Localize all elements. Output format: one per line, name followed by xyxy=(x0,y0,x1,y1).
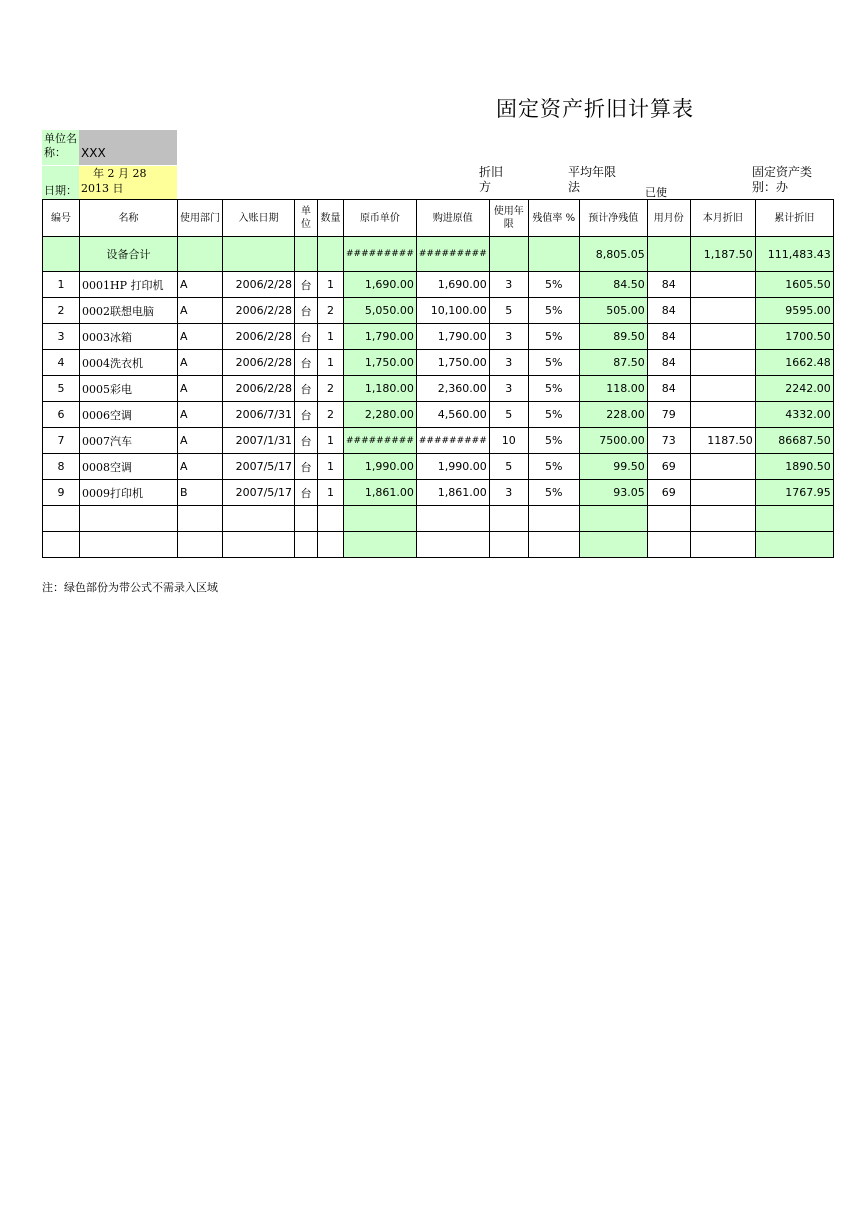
cell[interactable] xyxy=(295,237,318,272)
cell-value[interactable]: 4,560.00 xyxy=(416,402,489,428)
cell-no[interactable]: 5 xyxy=(43,376,80,402)
table-row xyxy=(43,350,834,376)
cell-accum[interactable]: 4332.00 xyxy=(755,402,833,428)
empty-cell[interactable] xyxy=(223,506,295,532)
header-cell: 入账日期 xyxy=(223,200,295,237)
cell-month-depr[interactable] xyxy=(690,454,755,480)
cell[interactable] xyxy=(489,237,528,272)
cell-price[interactable]: 5,050.00 xyxy=(344,298,417,324)
summary-month-depr[interactable]: 1,187.50 xyxy=(690,237,755,272)
cell-years[interactable]: 3 xyxy=(489,324,528,350)
cell-months[interactable]: 84 xyxy=(647,272,690,298)
cell-years[interactable]: 3 xyxy=(489,350,528,376)
cell-rate[interactable]: 5% xyxy=(528,298,579,324)
cell-months[interactable]: 73 xyxy=(647,428,690,454)
cell-name[interactable]: 0006空调 xyxy=(80,402,178,428)
cell-qty[interactable]: 2 xyxy=(318,402,344,428)
empty-cell[interactable] xyxy=(647,506,690,532)
empty-cell[interactable] xyxy=(647,532,690,558)
header-cell: 使用部门 xyxy=(178,200,223,237)
cell[interactable] xyxy=(647,237,690,272)
empty-cell[interactable] xyxy=(318,532,344,558)
cell-unit[interactable]: 台 xyxy=(295,428,318,454)
empty-cell[interactable] xyxy=(43,532,80,558)
cell-value[interactable]: 1,990.00 xyxy=(416,454,489,480)
cell-dept[interactable]: A xyxy=(178,298,223,324)
cell-month-depr[interactable] xyxy=(690,350,755,376)
cell-no[interactable]: 3 xyxy=(43,324,80,350)
cell[interactable] xyxy=(318,237,344,272)
cell-qty[interactable]: 1 xyxy=(318,428,344,454)
cell-unit[interactable]: 台 xyxy=(295,350,318,376)
empty-cell[interactable] xyxy=(223,532,295,558)
table-row xyxy=(43,376,834,402)
cell-dept[interactable]: A xyxy=(178,324,223,350)
date-value: 年 2 月 28 2013 日 xyxy=(81,167,147,195)
cell-name[interactable]: 0009打印机 xyxy=(80,480,178,506)
depreciation-table xyxy=(42,199,834,558)
header-cell: 购进原值 xyxy=(416,200,489,237)
header-cell: 使用年限 xyxy=(489,200,528,237)
header-cell: 残值率 % xyxy=(528,200,579,237)
cell-accum[interactable]: 1890.50 xyxy=(755,454,833,480)
cell-price[interactable]: 1,690.00 xyxy=(344,272,417,298)
cell-qty[interactable]: 1 xyxy=(318,324,344,350)
cell-unit[interactable]: 台 xyxy=(295,376,318,402)
cell-accum[interactable]: 1700.50 xyxy=(755,324,833,350)
cell-residual[interactable]: 118.00 xyxy=(579,376,647,402)
header-cell: 本月折旧 xyxy=(690,200,755,237)
cell-residual[interactable]: 99.50 xyxy=(579,454,647,480)
header-cell: 预计净残值 xyxy=(579,200,647,237)
cell-unit[interactable]: 台 xyxy=(295,402,318,428)
empty-cell[interactable] xyxy=(43,506,80,532)
empty-cell[interactable] xyxy=(489,506,528,532)
cell-dept[interactable]: A xyxy=(178,454,223,480)
cell-no[interactable]: 6 xyxy=(43,402,80,428)
cell-no[interactable]: 4 xyxy=(43,350,80,376)
summary-original-value[interactable]: ######### xyxy=(416,237,489,272)
cell-unit[interactable]: 台 xyxy=(295,454,318,480)
asset-category: 固定资产类别：办 xyxy=(752,165,813,194)
cell-months[interactable]: 84 xyxy=(647,324,690,350)
table-row xyxy=(43,454,834,480)
cell-unit[interactable]: 台 xyxy=(295,272,318,298)
empty-cell[interactable] xyxy=(690,532,755,558)
cell-years[interactable]: 5 xyxy=(489,298,528,324)
cell-no[interactable]: 7 xyxy=(43,428,80,454)
cell-qty[interactable]: 1 xyxy=(318,480,344,506)
method-label: 折旧方 xyxy=(479,165,504,194)
cell-price[interactable]: ######### xyxy=(344,428,417,454)
cell-residual[interactable]: 89.50 xyxy=(579,324,647,350)
page-title: 固定资产折旧计算表 xyxy=(496,97,694,121)
cell-month-depr[interactable]: 1187.50 xyxy=(690,428,755,454)
cell[interactable] xyxy=(178,237,223,272)
empty-cell[interactable] xyxy=(755,532,833,558)
header-cell: 原币单价 xyxy=(344,200,417,237)
table-row xyxy=(43,428,834,454)
cell-accum[interactable]: 9595.00 xyxy=(755,298,833,324)
empty-cell[interactable] xyxy=(80,506,178,532)
cell-dept[interactable]: B xyxy=(178,480,223,506)
cell-unit[interactable]: 台 xyxy=(295,324,318,350)
cell-price[interactable]: 2,280.00 xyxy=(344,402,417,428)
cell-rate[interactable]: 5% xyxy=(528,376,579,402)
summary-unit-price[interactable]: ######### xyxy=(344,237,417,272)
cell-value[interactable]: 1,790.00 xyxy=(416,324,489,350)
cell-unit[interactable]: 台 xyxy=(295,298,318,324)
summary-net-residual[interactable]: 8,805.05 xyxy=(579,237,647,272)
cell-value[interactable]: 10,100.00 xyxy=(416,298,489,324)
header-cell: 编号 xyxy=(43,200,80,237)
header-cell: 数量 xyxy=(318,200,344,237)
cell-months[interactable]: 84 xyxy=(647,298,690,324)
cell-residual[interactable]: 7500.00 xyxy=(579,428,647,454)
cell-accum[interactable]: 1605.50 xyxy=(755,272,833,298)
table-row xyxy=(43,272,834,298)
table-row xyxy=(43,402,834,428)
empty-cell[interactable] xyxy=(178,506,223,532)
empty-cell[interactable] xyxy=(344,506,417,532)
cell-years[interactable]: 5 xyxy=(489,454,528,480)
empty-cell[interactable] xyxy=(416,506,489,532)
empty-cell[interactable] xyxy=(344,532,417,558)
cell-no[interactable]: 9 xyxy=(43,480,80,506)
cell-name[interactable]: 0002联想电脑 xyxy=(80,298,178,324)
cell-no[interactable]: 8 xyxy=(43,454,80,480)
empty-cell[interactable] xyxy=(318,506,344,532)
unit-value: XXX xyxy=(81,146,106,160)
cell-dept[interactable]: A xyxy=(178,376,223,402)
cell-rate[interactable]: 5% xyxy=(528,402,579,428)
cell-no[interactable]: 2 xyxy=(43,298,80,324)
empty-cell[interactable] xyxy=(690,506,755,532)
cell-residual[interactable]: 87.50 xyxy=(579,350,647,376)
cell-accum[interactable]: 2242.00 xyxy=(755,376,833,402)
cell-months[interactable]: 84 xyxy=(647,376,690,402)
cell-name[interactable]: 0005彩电 xyxy=(80,376,178,402)
table-row xyxy=(43,298,834,324)
cell-rate[interactable]: 5% xyxy=(528,350,579,376)
cell-years[interactable]: 5 xyxy=(489,402,528,428)
cell-month-depr[interactable] xyxy=(690,376,755,402)
cell-accum[interactable]: 1662.48 xyxy=(755,350,833,376)
summary-label[interactable]: 设备合计 xyxy=(80,237,178,272)
footnote: 注：绿色部份为带公式不需录入区域 xyxy=(42,581,218,594)
cell-qty[interactable]: 2 xyxy=(318,376,344,402)
empty-row xyxy=(43,506,834,532)
empty-cell[interactable] xyxy=(416,532,489,558)
empty-cell[interactable] xyxy=(528,532,579,558)
empty-cell[interactable] xyxy=(295,506,318,532)
empty-cell[interactable] xyxy=(579,532,647,558)
unit-label: 单位名称： xyxy=(44,132,77,159)
cell-value[interactable]: 1,690.00 xyxy=(416,272,489,298)
cell-month-depr[interactable] xyxy=(690,324,755,350)
cell-value[interactable]: 1,750.00 xyxy=(416,350,489,376)
cell-rate[interactable]: 5% xyxy=(528,324,579,350)
header-cell: 用月份 xyxy=(647,200,690,237)
cell-months[interactable]: 84 xyxy=(647,350,690,376)
cell-name[interactable]: 0001HP 打印机 xyxy=(80,272,178,298)
empty-cell[interactable] xyxy=(579,506,647,532)
empty-cell[interactable] xyxy=(489,532,528,558)
summary-accum-depr[interactable]: 111,483.43 xyxy=(755,237,833,272)
cell[interactable] xyxy=(43,237,80,272)
cell-months[interactable]: 69 xyxy=(647,454,690,480)
cell-date[interactable]: 2006/2/28 xyxy=(223,298,295,324)
cell-dept[interactable]: A xyxy=(178,402,223,428)
cell-rate[interactable]: 5% xyxy=(528,454,579,480)
cell-date[interactable]: 2006/2/28 xyxy=(223,376,295,402)
cell-date[interactable]: 2006/7/31 xyxy=(223,402,295,428)
cell-residual[interactable]: 84.50 xyxy=(579,272,647,298)
cell-value[interactable]: ######### xyxy=(416,428,489,454)
cell-value[interactable]: 2,360.00 xyxy=(416,376,489,402)
cell-rate[interactable]: 5% xyxy=(528,480,579,506)
cell-months[interactable]: 69 xyxy=(647,480,690,506)
cell[interactable] xyxy=(528,237,579,272)
cell-dept[interactable]: A xyxy=(178,428,223,454)
cell-qty[interactable]: 1 xyxy=(318,454,344,480)
cell-date[interactable]: 2006/2/28 xyxy=(223,272,295,298)
cell-unit[interactable]: 台 xyxy=(295,480,318,506)
empty-row xyxy=(43,532,834,558)
header-cell: 单位 xyxy=(295,200,318,237)
cell-rate[interactable]: 5% xyxy=(528,428,579,454)
header-cell: 名称 xyxy=(80,200,178,237)
cell-month-depr[interactable] xyxy=(690,272,755,298)
cell-residual[interactable]: 93.05 xyxy=(579,480,647,506)
cell-name[interactable]: 0003冰箱 xyxy=(80,324,178,350)
cell-qty[interactable]: 1 xyxy=(318,350,344,376)
method-value: 平均年限法 xyxy=(568,165,617,194)
cell-years[interactable]: 3 xyxy=(489,480,528,506)
cell-qty[interactable]: 2 xyxy=(318,298,344,324)
cell-residual[interactable]: 505.00 xyxy=(579,298,647,324)
header-row xyxy=(43,200,834,237)
table-row xyxy=(43,324,834,350)
cell-date[interactable]: 2007/1/31 xyxy=(223,428,295,454)
summary-row xyxy=(43,237,834,272)
cell-accum[interactable]: 1767.95 xyxy=(755,480,833,506)
cell-value[interactable]: 1,861.00 xyxy=(416,480,489,506)
cell-date[interactable]: 2007/5/17 xyxy=(223,480,295,506)
date-label: 日期： xyxy=(44,184,77,197)
empty-cell[interactable] xyxy=(178,532,223,558)
header-cell: 累计折旧 xyxy=(755,200,833,237)
table-row xyxy=(43,480,834,506)
cell-price[interactable]: 1,790.00 xyxy=(344,324,417,350)
cell-price[interactable]: 1,750.00 xyxy=(344,350,417,376)
cell-residual[interactable]: 228.00 xyxy=(579,402,647,428)
cell-accum[interactable]: 86687.50 xyxy=(755,428,833,454)
used-months-label: 已使 xyxy=(645,186,667,199)
cell-date[interactable]: 2007/5/17 xyxy=(223,454,295,480)
cell-years[interactable]: 3 xyxy=(489,272,528,298)
cell-years[interactable]: 3 xyxy=(489,376,528,402)
cell-month-depr[interactable] xyxy=(690,402,755,428)
cell-dept[interactable]: A xyxy=(178,350,223,376)
empty-cell[interactable] xyxy=(755,506,833,532)
empty-cell[interactable] xyxy=(80,532,178,558)
cell-date[interactable]: 2006/2/28 xyxy=(223,324,295,350)
cell-price[interactable]: 1,861.00 xyxy=(344,480,417,506)
cell-name[interactable]: 0008空调 xyxy=(80,454,178,480)
cell-qty[interactable]: 1 xyxy=(318,272,344,298)
cell-month-depr[interactable] xyxy=(690,298,755,324)
empty-cell[interactable] xyxy=(295,532,318,558)
cell-month-depr[interactable] xyxy=(690,480,755,506)
cell-years[interactable]: 10 xyxy=(489,428,528,454)
cell-name[interactable]: 0007汽车 xyxy=(80,428,178,454)
cell-name[interactable]: 0004洗衣机 xyxy=(80,350,178,376)
cell-price[interactable]: 1,180.00 xyxy=(344,376,417,402)
cell-months[interactable]: 79 xyxy=(647,402,690,428)
cell[interactable] xyxy=(223,237,295,272)
empty-cell[interactable] xyxy=(528,506,579,532)
cell-rate[interactable]: 5% xyxy=(528,272,579,298)
cell-no[interactable]: 1 xyxy=(43,272,80,298)
cell-date[interactable]: 2006/2/28 xyxy=(223,350,295,376)
cell-price[interactable]: 1,990.00 xyxy=(344,454,417,480)
cell-dept[interactable]: A xyxy=(178,272,223,298)
